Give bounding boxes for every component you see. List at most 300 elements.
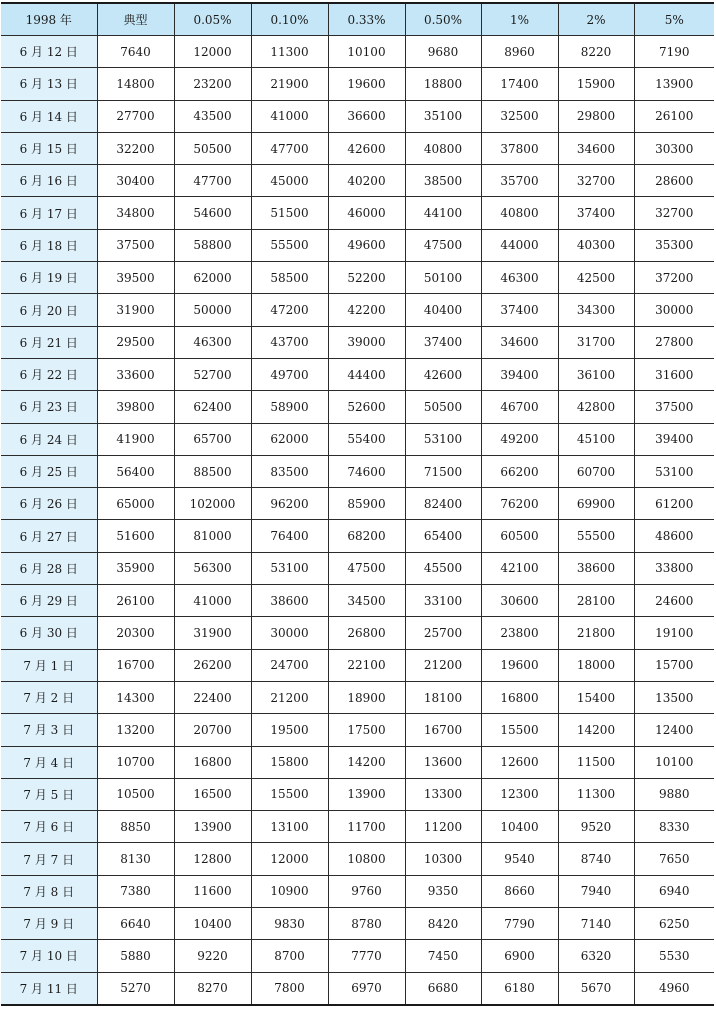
date-cell: 6 月 22 日 xyxy=(1,358,97,390)
typical-flow-cell: 7380 xyxy=(97,875,174,907)
design-flow-cell: 6250 xyxy=(634,908,714,940)
design-flow-cell: 66200 xyxy=(481,455,558,487)
table-header xyxy=(1,3,714,36)
design-flow-cell: 28100 xyxy=(558,585,634,617)
design-flow-cell: 71500 xyxy=(405,455,481,487)
design-flow-cell: 18100 xyxy=(405,681,481,713)
date-cell: 6 月 23 日 xyxy=(1,391,97,423)
typical-flow-cell: 16700 xyxy=(97,649,174,681)
design-flow-cell: 8700 xyxy=(251,940,328,972)
design-flow-cell: 15700 xyxy=(634,649,714,681)
design-flow-cell: 42100 xyxy=(481,552,558,584)
design-flow-cell: 11600 xyxy=(174,875,251,907)
design-flow-cell: 23800 xyxy=(481,617,558,649)
design-flow-cell: 96200 xyxy=(251,488,328,520)
design-flow-cell: 13300 xyxy=(405,778,481,810)
header-typical-column: 典型 xyxy=(97,3,174,36)
table-row xyxy=(1,520,714,552)
design-flow-cell: 32500 xyxy=(481,100,558,132)
design-flow-cell: 53100 xyxy=(634,455,714,487)
design-flow-cell: 50100 xyxy=(405,262,481,294)
design-flow-cell: 10300 xyxy=(405,843,481,875)
design-flow-cell: 22400 xyxy=(174,681,251,713)
design-flow-cell: 58800 xyxy=(174,229,251,261)
design-flow-cell: 13600 xyxy=(405,746,481,778)
design-flow-cell: 83500 xyxy=(251,455,328,487)
typical-flow-cell: 20300 xyxy=(97,617,174,649)
typical-flow-cell: 32200 xyxy=(97,132,174,164)
design-flow-cell: 21200 xyxy=(405,649,481,681)
design-flow-cell: 24700 xyxy=(251,649,328,681)
design-flow-cell: 53100 xyxy=(251,552,328,584)
table-row xyxy=(1,585,714,617)
typical-flow-cell: 26100 xyxy=(97,585,174,617)
design-flow-cell: 6680 xyxy=(405,972,481,1005)
design-flow-cell: 11700 xyxy=(328,811,405,843)
table-row xyxy=(1,649,714,681)
typical-flow-cell: 14300 xyxy=(97,681,174,713)
design-flow-cell: 7190 xyxy=(634,36,714,68)
design-flow-cell: 41000 xyxy=(174,585,251,617)
table-row xyxy=(1,165,714,197)
design-flow-cell: 7790 xyxy=(481,908,558,940)
design-flow-cell: 16800 xyxy=(174,746,251,778)
design-flow-cell: 28600 xyxy=(634,165,714,197)
typical-flow-cell: 8850 xyxy=(97,811,174,843)
design-flow-cell: 9350 xyxy=(405,875,481,907)
date-cell: 6 月 17 日 xyxy=(1,197,97,229)
table-row xyxy=(1,391,714,423)
date-cell: 6 月 15 日 xyxy=(1,132,97,164)
design-flow-cell: 10400 xyxy=(174,908,251,940)
design-flow-cell: 10400 xyxy=(481,811,558,843)
design-flow-cell: 37400 xyxy=(405,326,481,358)
design-flow-cell: 13900 xyxy=(634,68,714,100)
design-flow-cell: 11200 xyxy=(405,811,481,843)
design-flow-cell: 17400 xyxy=(481,68,558,100)
design-flow-cell: 10800 xyxy=(328,843,405,875)
design-flow-cell: 8660 xyxy=(481,875,558,907)
design-flow-cell: 54600 xyxy=(174,197,251,229)
typical-flow-cell: 14800 xyxy=(97,68,174,100)
date-cell: 6 月 16 日 xyxy=(1,165,97,197)
design-flow-cell: 47200 xyxy=(251,294,328,326)
design-flow-cell: 42600 xyxy=(405,358,481,390)
design-flow-cell: 7140 xyxy=(558,908,634,940)
header-frequency-column: 1% xyxy=(481,3,558,36)
table-row xyxy=(1,68,714,100)
design-flow-cell: 6970 xyxy=(328,972,405,1005)
design-flow-cell: 30300 xyxy=(634,132,714,164)
design-flow-cell: 20700 xyxy=(174,714,251,746)
design-flow-cell: 56300 xyxy=(174,552,251,584)
header-frequency-column: 0.50% xyxy=(405,3,481,36)
design-flow-cell: 49200 xyxy=(481,423,558,455)
design-flow-cell: 21900 xyxy=(251,68,328,100)
design-flow-cell: 13900 xyxy=(328,778,405,810)
design-flow-cell: 21800 xyxy=(558,617,634,649)
header-frequency-column: 0.05% xyxy=(174,3,251,36)
design-flow-cell: 12000 xyxy=(251,843,328,875)
design-flow-cell: 11300 xyxy=(251,36,328,68)
design-flow-cell: 46000 xyxy=(328,197,405,229)
table-row xyxy=(1,875,714,907)
design-flow-cell: 51500 xyxy=(251,197,328,229)
design-flow-cell: 46300 xyxy=(481,262,558,294)
design-flow-cell: 18900 xyxy=(328,681,405,713)
design-flow-cell: 24600 xyxy=(634,585,714,617)
design-flow-cell: 23200 xyxy=(174,68,251,100)
table-row xyxy=(1,714,714,746)
date-cell: 7 月 6 日 xyxy=(1,811,97,843)
design-flow-cell: 30600 xyxy=(481,585,558,617)
table-row xyxy=(1,488,714,520)
typical-flow-cell: 39800 xyxy=(97,391,174,423)
design-flow-cell: 12600 xyxy=(481,746,558,778)
design-flow-cell: 9540 xyxy=(481,843,558,875)
date-cell: 6 月 28 日 xyxy=(1,552,97,584)
design-flow-cell: 29800 xyxy=(558,100,634,132)
date-cell: 6 月 20 日 xyxy=(1,294,97,326)
design-flow-cell: 47500 xyxy=(405,229,481,261)
date-cell: 7 月 9 日 xyxy=(1,908,97,940)
design-flow-cell: 15500 xyxy=(481,714,558,746)
design-flow-cell: 6180 xyxy=(481,972,558,1005)
design-flow-cell: 46700 xyxy=(481,391,558,423)
design-flow-cell: 65400 xyxy=(405,520,481,552)
design-flow-cell: 49700 xyxy=(251,358,328,390)
table-row xyxy=(1,36,714,68)
table-row xyxy=(1,811,714,843)
design-flow-cell: 68200 xyxy=(328,520,405,552)
date-cell: 6 月 14 日 xyxy=(1,100,97,132)
design-flow-cell: 12000 xyxy=(174,36,251,68)
design-flow-cell: 42800 xyxy=(558,391,634,423)
table-row xyxy=(1,681,714,713)
table-row xyxy=(1,197,714,229)
date-cell: 7 月 1 日 xyxy=(1,649,97,681)
design-flow-cell: 76200 xyxy=(481,488,558,520)
design-flow-cell: 40800 xyxy=(481,197,558,229)
design-flow-cell: 16500 xyxy=(174,778,251,810)
design-flow-cell: 30000 xyxy=(251,617,328,649)
design-flow-cell: 18800 xyxy=(405,68,481,100)
header-date-column: 1998 年 xyxy=(1,3,97,36)
design-flow-cell: 38500 xyxy=(405,165,481,197)
date-cell: 6 月 26 日 xyxy=(1,488,97,520)
table-row xyxy=(1,617,714,649)
table-row xyxy=(1,746,714,778)
date-cell: 7 月 11 日 xyxy=(1,972,97,1005)
typical-flow-cell: 65000 xyxy=(97,488,174,520)
design-flow-cell: 19600 xyxy=(481,649,558,681)
table-row xyxy=(1,423,714,455)
design-flow-cell: 7450 xyxy=(405,940,481,972)
date-cell: 6 月 19 日 xyxy=(1,262,97,294)
design-flow-cell: 37400 xyxy=(481,294,558,326)
design-flow-cell: 8270 xyxy=(174,972,251,1005)
design-flow-cell: 19100 xyxy=(634,617,714,649)
typical-flow-cell: 37500 xyxy=(97,229,174,261)
design-flow-cell: 81000 xyxy=(174,520,251,552)
design-flow-cell: 10100 xyxy=(634,746,714,778)
flood-hydrograph-table xyxy=(1,2,714,1006)
design-flow-cell: 15800 xyxy=(251,746,328,778)
flood-hydrograph-table-container xyxy=(1,2,714,1006)
date-cell: 7 月 2 日 xyxy=(1,681,97,713)
design-flow-cell: 60700 xyxy=(558,455,634,487)
design-flow-cell: 9880 xyxy=(634,778,714,810)
design-flow-cell: 50500 xyxy=(405,391,481,423)
design-flow-cell: 17500 xyxy=(328,714,405,746)
typical-flow-cell: 5880 xyxy=(97,940,174,972)
design-flow-cell: 9760 xyxy=(328,875,405,907)
design-flow-cell: 36600 xyxy=(328,100,405,132)
typical-flow-cell: 7640 xyxy=(97,36,174,68)
design-flow-cell: 10900 xyxy=(251,875,328,907)
date-cell: 6 月 24 日 xyxy=(1,423,97,455)
design-flow-cell: 49600 xyxy=(328,229,405,261)
design-flow-cell: 21200 xyxy=(251,681,328,713)
design-flow-cell: 40300 xyxy=(558,229,634,261)
typical-flow-cell: 27700 xyxy=(97,100,174,132)
design-flow-cell: 34500 xyxy=(328,585,405,617)
design-flow-cell: 13500 xyxy=(634,681,714,713)
design-flow-cell: 58500 xyxy=(251,262,328,294)
design-flow-cell: 9220 xyxy=(174,940,251,972)
design-flow-cell: 39400 xyxy=(481,358,558,390)
design-flow-cell: 50000 xyxy=(174,294,251,326)
design-flow-cell: 37200 xyxy=(634,262,714,294)
design-flow-cell: 55500 xyxy=(558,520,634,552)
date-cell: 6 月 13 日 xyxy=(1,68,97,100)
design-flow-cell: 88500 xyxy=(174,455,251,487)
design-flow-cell: 27800 xyxy=(634,326,714,358)
design-flow-cell: 12300 xyxy=(481,778,558,810)
design-flow-cell: 44400 xyxy=(328,358,405,390)
date-cell: 6 月 27 日 xyxy=(1,520,97,552)
design-flow-cell: 61200 xyxy=(634,488,714,520)
design-flow-cell: 19500 xyxy=(251,714,328,746)
design-flow-cell: 37500 xyxy=(634,391,714,423)
design-flow-cell: 52200 xyxy=(328,262,405,294)
design-flow-cell: 39000 xyxy=(328,326,405,358)
design-flow-cell: 62000 xyxy=(251,423,328,455)
design-flow-cell: 7770 xyxy=(328,940,405,972)
design-flow-cell: 13100 xyxy=(251,811,328,843)
design-flow-cell: 42200 xyxy=(328,294,405,326)
table-row xyxy=(1,100,714,132)
header-frequency-column: 0.33% xyxy=(328,3,405,36)
typical-flow-cell: 29500 xyxy=(97,326,174,358)
design-flow-cell: 5670 xyxy=(558,972,634,1005)
design-flow-cell: 62400 xyxy=(174,391,251,423)
typical-flow-cell: 10500 xyxy=(97,778,174,810)
typical-flow-cell: 30400 xyxy=(97,165,174,197)
design-flow-cell: 4960 xyxy=(634,972,714,1005)
design-flow-cell: 41000 xyxy=(251,100,328,132)
design-flow-cell: 85900 xyxy=(328,488,405,520)
design-flow-cell: 25700 xyxy=(405,617,481,649)
design-flow-cell: 47500 xyxy=(328,552,405,584)
design-flow-cell: 6320 xyxy=(558,940,634,972)
design-flow-cell: 35700 xyxy=(481,165,558,197)
table-row xyxy=(1,132,714,164)
typical-flow-cell: 56400 xyxy=(97,455,174,487)
design-flow-cell: 32700 xyxy=(558,165,634,197)
design-flow-cell: 8220 xyxy=(558,36,634,68)
design-flow-cell: 34600 xyxy=(481,326,558,358)
design-flow-cell: 12400 xyxy=(634,714,714,746)
date-cell: 6 月 12 日 xyxy=(1,36,97,68)
typical-flow-cell: 31900 xyxy=(97,294,174,326)
design-flow-cell: 8740 xyxy=(558,843,634,875)
date-cell: 6 月 18 日 xyxy=(1,229,97,261)
header-frequency-column: 5% xyxy=(634,3,714,36)
design-flow-cell: 19600 xyxy=(328,68,405,100)
design-flow-cell: 30000 xyxy=(634,294,714,326)
design-flow-cell: 35300 xyxy=(634,229,714,261)
design-flow-cell: 42600 xyxy=(328,132,405,164)
design-flow-cell: 26800 xyxy=(328,617,405,649)
design-flow-cell: 38600 xyxy=(251,585,328,617)
design-flow-cell: 53100 xyxy=(405,423,481,455)
design-flow-cell: 26100 xyxy=(634,100,714,132)
typical-flow-cell: 41900 xyxy=(97,423,174,455)
typical-flow-cell: 13200 xyxy=(97,714,174,746)
design-flow-cell: 40400 xyxy=(405,294,481,326)
design-flow-cell: 8330 xyxy=(634,811,714,843)
design-flow-cell: 45500 xyxy=(405,552,481,584)
design-flow-cell: 9520 xyxy=(558,811,634,843)
typical-flow-cell: 5270 xyxy=(97,972,174,1005)
design-flow-cell: 36100 xyxy=(558,358,634,390)
design-flow-cell: 13900 xyxy=(174,811,251,843)
date-cell: 6 月 29 日 xyxy=(1,585,97,617)
design-flow-cell: 45100 xyxy=(558,423,634,455)
design-flow-cell: 102000 xyxy=(174,488,251,520)
design-flow-cell: 8960 xyxy=(481,36,558,68)
design-flow-cell: 7940 xyxy=(558,875,634,907)
typical-flow-cell: 35900 xyxy=(97,552,174,584)
design-flow-cell: 76400 xyxy=(251,520,328,552)
date-cell: 6 月 30 日 xyxy=(1,617,97,649)
typical-flow-cell: 10700 xyxy=(97,746,174,778)
date-cell: 7 月 10 日 xyxy=(1,940,97,972)
typical-flow-cell: 34800 xyxy=(97,197,174,229)
date-cell: 7 月 4 日 xyxy=(1,746,97,778)
table-row xyxy=(1,326,714,358)
design-flow-cell: 47700 xyxy=(174,165,251,197)
design-flow-cell: 14200 xyxy=(328,746,405,778)
table-row xyxy=(1,262,714,294)
design-flow-cell: 38600 xyxy=(558,552,634,584)
design-flow-cell: 55400 xyxy=(328,423,405,455)
date-cell: 7 月 8 日 xyxy=(1,875,97,907)
date-cell: 7 月 5 日 xyxy=(1,778,97,810)
header-frequency-column: 0.10% xyxy=(251,3,328,36)
design-flow-cell: 31900 xyxy=(174,617,251,649)
design-flow-cell: 40200 xyxy=(328,165,405,197)
typical-flow-cell: 33600 xyxy=(97,358,174,390)
design-flow-cell: 16800 xyxy=(481,681,558,713)
design-flow-cell: 8780 xyxy=(328,908,405,940)
date-cell: 6 月 25 日 xyxy=(1,455,97,487)
design-flow-cell: 50500 xyxy=(174,132,251,164)
design-flow-cell: 15900 xyxy=(558,68,634,100)
design-flow-cell: 11500 xyxy=(558,746,634,778)
design-flow-cell: 12800 xyxy=(174,843,251,875)
typical-flow-cell: 39500 xyxy=(97,262,174,294)
date-cell: 6 月 21 日 xyxy=(1,326,97,358)
design-flow-cell: 44000 xyxy=(481,229,558,261)
design-flow-cell: 31600 xyxy=(634,358,714,390)
design-flow-cell: 58900 xyxy=(251,391,328,423)
design-flow-cell: 60500 xyxy=(481,520,558,552)
table-row xyxy=(1,908,714,940)
design-flow-cell: 55500 xyxy=(251,229,328,261)
table-row xyxy=(1,294,714,326)
typical-flow-cell: 6640 xyxy=(97,908,174,940)
design-flow-cell: 7800 xyxy=(251,972,328,1005)
design-flow-cell: 74600 xyxy=(328,455,405,487)
design-flow-cell: 14200 xyxy=(558,714,634,746)
table-row xyxy=(1,229,714,261)
design-flow-cell: 82400 xyxy=(405,488,481,520)
table-row xyxy=(1,843,714,875)
design-flow-cell: 15400 xyxy=(558,681,634,713)
design-flow-cell: 40800 xyxy=(405,132,481,164)
design-flow-cell: 46300 xyxy=(174,326,251,358)
design-flow-cell: 33100 xyxy=(405,585,481,617)
design-flow-cell: 8420 xyxy=(405,908,481,940)
table-row xyxy=(1,778,714,810)
typical-flow-cell: 51600 xyxy=(97,520,174,552)
design-flow-cell: 65700 xyxy=(174,423,251,455)
table-body xyxy=(1,36,714,1005)
design-flow-cell: 15500 xyxy=(251,778,328,810)
design-flow-cell: 9830 xyxy=(251,908,328,940)
design-flow-cell: 16700 xyxy=(405,714,481,746)
design-flow-cell: 6900 xyxy=(481,940,558,972)
design-flow-cell: 37400 xyxy=(558,197,634,229)
typical-flow-cell: 8130 xyxy=(97,843,174,875)
design-flow-cell: 18000 xyxy=(558,649,634,681)
design-flow-cell: 5530 xyxy=(634,940,714,972)
design-flow-cell: 37800 xyxy=(481,132,558,164)
design-flow-cell: 22100 xyxy=(328,649,405,681)
header-frequency-column: 2% xyxy=(558,3,634,36)
header-row xyxy=(1,3,714,36)
design-flow-cell: 42500 xyxy=(558,262,634,294)
design-flow-cell: 7650 xyxy=(634,843,714,875)
design-flow-cell: 34300 xyxy=(558,294,634,326)
design-flow-cell: 52600 xyxy=(328,391,405,423)
design-flow-cell: 52700 xyxy=(174,358,251,390)
design-flow-cell: 32700 xyxy=(634,197,714,229)
design-flow-cell: 34600 xyxy=(558,132,634,164)
table-row xyxy=(1,552,714,584)
design-flow-cell: 10100 xyxy=(328,36,405,68)
design-flow-cell: 26200 xyxy=(174,649,251,681)
table-row xyxy=(1,940,714,972)
table-row xyxy=(1,358,714,390)
design-flow-cell: 44100 xyxy=(405,197,481,229)
design-flow-cell: 33800 xyxy=(634,552,714,584)
table-row xyxy=(1,972,714,1005)
design-flow-cell: 62000 xyxy=(174,262,251,294)
date-cell: 7 月 7 日 xyxy=(1,843,97,875)
